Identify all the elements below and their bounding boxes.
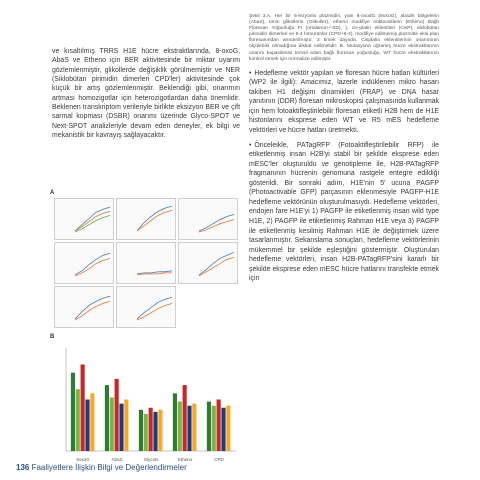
left-column-text [52, 47, 240, 140]
x-tick-label: Etheno [177, 457, 193, 462]
page-number: 136 [16, 463, 30, 472]
bullet-text-1: Hedefleme vektör yapıları ve floresan hücre hatları kültürleri (WP2 ile ilgili): Amacımız, lazerle indüklenen mikro hasarı takiben H1 değişim dinamikleri (FRAP) ve DNA hasar yanıtının (DDR) floresan mikroskopisi çalışmasında kullanmak için hem fotoaktifleştirilebilir floresan etiketli H2B hem de H1E histonlarını eksprese eden WT ve R5 mES hedefleme vektörleri ve hücre hatları üretmekti. [249, 69, 439, 135]
bar [90, 393, 94, 451]
chart-lines [199, 246, 234, 277]
line-plot-icon [199, 202, 234, 233]
line-plot-icon [137, 202, 172, 233]
bar [192, 404, 196, 451]
x-tick-label: Glycols [143, 457, 159, 462]
bar [119, 404, 123, 451]
figure-panel-a [50, 190, 240, 328]
line-plot-icon [137, 290, 172, 321]
bullet-icon: • [249, 141, 252, 149]
chart-8oxog-icon [54, 198, 114, 240]
bar [207, 402, 211, 451]
bullet-paragraph-2 [249, 141, 439, 284]
bar [139, 410, 143, 451]
chart-lines [75, 246, 110, 277]
figure-caption: Şekil 3.A. Her bir 6-lezyonlu plazmidin, yani 8-oxodG (8oxoG), abazik bölgelerin (AbaS), timin glikollerin (Glikoller), etheno modifiye nükleositlerin (Etheno) Bağlı Floresan Yoğunluğu FI (ortalama+/-SD), ), cis-platin eklentileri (CisP), siklobütan pirimidin dimerleri ve 6-4 fotoürünler (CPD+6-4), modifiye edilmemiş plazmitte eksi plan floresanından arındırılmıştır. 3 timek dayoda. Cisplatin eklentilerinin onarımının ölçülebilir olmadığına dikkat edilmelidir. B. Mutasyona uğramış hücre ekstraktlarının onarım kapasitesini temsil eden bağlı floresan yoğunluğu, WT hücre ekstraktlarının kontrol etmek için normalize edilmiştir. [249, 14, 439, 62]
figure-panel-b [50, 334, 240, 465]
bar [81, 364, 85, 451]
figure-label-a: A [50, 190, 55, 196]
bullet-icon: • [249, 69, 252, 77]
bar [178, 402, 182, 451]
x-tick-label: 8oxoG [76, 457, 90, 462]
chart-lines [75, 202, 110, 233]
bar-chart-b [52, 340, 240, 465]
bar [85, 400, 89, 452]
figure-label-b: B [50, 334, 55, 340]
bar [183, 385, 187, 451]
bar [124, 400, 128, 452]
bar [71, 373, 75, 451]
chart-lines [75, 290, 110, 321]
line-plot-icon [75, 246, 110, 277]
bar [158, 410, 162, 451]
chart-lines [137, 290, 172, 321]
bar [226, 406, 230, 451]
chart-abas-icon [116, 198, 176, 240]
x-tick-label: CPD [214, 457, 224, 462]
bar [110, 397, 114, 451]
chart-etheno-icon [54, 242, 114, 284]
chart-lines [137, 246, 172, 277]
chart-extra-1-icon [54, 286, 114, 328]
chart-extra-2-icon [116, 286, 176, 328]
footer-title: Faaliyetlere İlişkin Bilgi ve Değerlendirmeler [31, 463, 187, 472]
bar [153, 412, 157, 451]
chart-cisp-icon [116, 242, 176, 284]
bullet-text-2: Önceleikle, PATagRFP (Fotoaktifleştirilebilir RFP) ile etiketlenmiş insan H2B'yi stabil bir şekilde eksprese eden mESC'ler oluşturuldu ve genotipleme ile, H2B-PATagRFP fragmanının hücrenin genomuna rastgele entegre edildiği gösterildi. Bir sonraki adım, H1E'nin 5' ucuna PAGFP (Photoactivable GFP) parçasının eklenmesiyle PAGFP-H1E hedefleme vektörünün oluşturulmasıydı. Hedefleme vektörleri, endojen fare H1E'yi 1) PAGFP ile etiketlenmiş insan wild type H1E, 2) PAGFP ile etiketlenmiş Rahman H1E veya 3) PAGFP ile etiketlenmiş kesilmiş Rahman H1E ile değiştirmek üzere tasarlanmıştır. Sekanslama sonuçları, hedefleme vektörlerinin mükemmel bir şekilde eşleştiğini göstermiştir. Oluşturulan hedefleme vektörleri, insan H2B-PATagRFP'sini kararlı bir şekilde eksprese eden mESC hücre hatlarını transfekte etmek için [249, 141, 439, 283]
line-plot-icon [75, 290, 110, 321]
left-paragraph: ve kısaltılmış TRRS H1E hücre ekstraktlarında, 8-oxoG, AbaS ve Etheno için BER aktivitesinde bir miktar uyarım gözlemlenmiştir, glikollerde değişiklik görülmemiştir ve NER (Siklobütan pirimidin dimerleri CPD'ler) aktivitesinde çok küçük bir artış gözlemlenmiştir. Beklendiği gibi, onarımın artması homozigotlar için heterozigotlardan daha önemlidir. Beklenen transkriptom verileriyle birlikte eksizyon BER ve çift sarmal kopması (DSBR) onarımı üzerinde Glyco-SPOT ve Next-SPOT analizleriyle devam eden deneyler, ek bilgi ve mekanistik bir kavrayış sağlayacaktır. [52, 48, 240, 140]
bar [149, 408, 153, 451]
line-plot-icon [137, 246, 172, 277]
bar [105, 385, 109, 451]
chart-lines [137, 202, 172, 233]
bar [212, 406, 216, 451]
bar [221, 408, 225, 451]
bar [144, 414, 148, 451]
bar [173, 393, 177, 451]
x-tick-label: AbaS [111, 457, 123, 462]
chart-cpd-icon [178, 242, 238, 284]
chart-lines [199, 202, 234, 233]
bar [217, 400, 221, 452]
chart-glycols-icon [178, 198, 238, 240]
line-plot-icon [75, 202, 110, 233]
page-footer [16, 463, 187, 472]
bar [187, 406, 191, 451]
bar [115, 379, 119, 451]
line-plot-icon [199, 246, 234, 277]
bullet-paragraph-1 [249, 69, 439, 136]
bar [76, 389, 80, 451]
right-column-text [249, 14, 439, 289]
